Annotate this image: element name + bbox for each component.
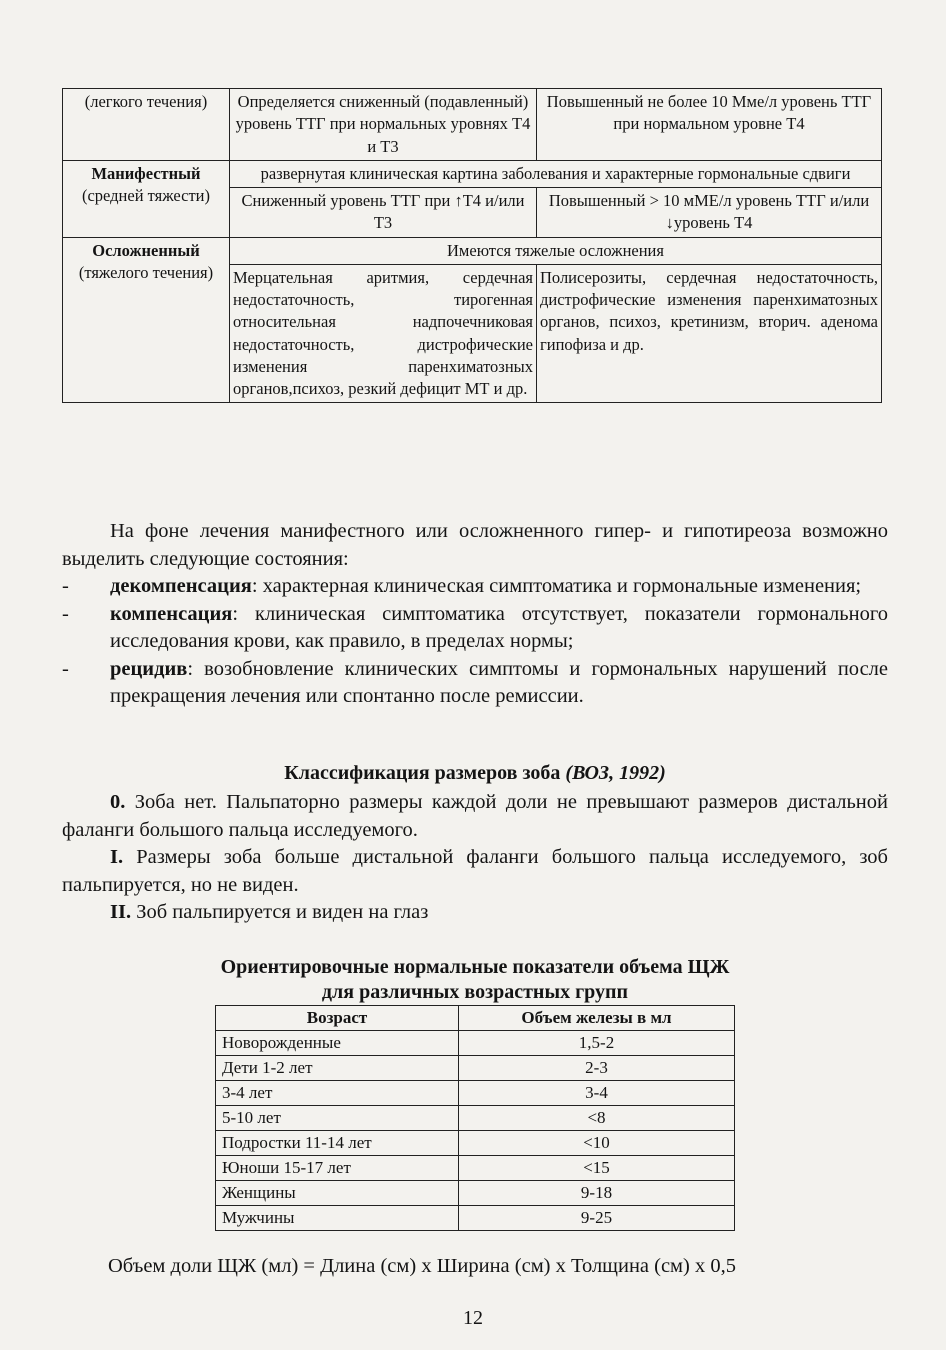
table-row: [216, 1031, 735, 1056]
volume-cell: <10: [459, 1131, 735, 1156]
volume-table: [215, 1005, 735, 1231]
classification-title-text: Классификация размеров зоба: [284, 762, 561, 784]
complicated-span-text: Имеются тяжелые осложнения: [447, 240, 664, 260]
manifest-sub: (средней тяжести): [81, 186, 211, 206]
table-row: [216, 1081, 735, 1106]
list-item: [62, 899, 888, 927]
age-cell: 5-10 лет: [216, 1106, 459, 1131]
mild-label-cell: [63, 89, 230, 161]
severity-table: [62, 88, 882, 403]
mild-hypo-text: Повышенный не более 10 Мме/л уровень ТТГ при нормальном уровне Т4: [546, 92, 872, 134]
list-dash: -: [62, 657, 69, 680]
volume-cell: 2-3: [459, 1056, 735, 1081]
table-row: [216, 1206, 735, 1231]
complicated-hyper-cell: [230, 264, 537, 403]
classification-title: [62, 762, 888, 785]
age-cell: Дети 1-2 лет: [216, 1056, 459, 1081]
grade-text: Зоб пальпируется и виден на глаз: [131, 901, 429, 923]
grade-number: II.: [110, 901, 132, 923]
manifest-hypo-cell: [537, 188, 882, 238]
state-text: : характерная клиническая симптоматика и гормональные изменения;: [251, 575, 862, 597]
manifest-span-cell: [230, 160, 882, 187]
volume-title-line2: для различных возрастных групп: [321, 981, 629, 1003]
volume-formula: Объем доли ЩЖ (мл) = Длина (см) х Ширина (см) х Толщина (см) х 0,5: [108, 1255, 736, 1277]
age-cell: Юноши 15-17 лет: [216, 1156, 459, 1181]
grade-number: 0.: [110, 791, 126, 813]
manifest-label: Манифестный: [91, 163, 201, 183]
manifest-hypo-text: Повышенный > 10 мМЕ/л уровень ТТГ и/или ↓уровень Т4: [548, 191, 870, 233]
complicated-hypo-text: Полисерозиты, сердечная недостаточность, дистрофические изменения паренхиматозных органов, психоз, кретинизм, вторич. аденома гипофиза и др.: [540, 267, 878, 354]
intro-paragraph: На фоне лечения манифестного или осложненного гипер- и гипотиреоза возможно выделить следующие состояния:: [62, 520, 888, 570]
complicated-label: Осложненный: [92, 240, 200, 260]
grade-text: Зоба нет. Пальпаторно размеры каждой доли не превышают размеров дистальной фаланги большого пальца исследуемого.: [62, 791, 888, 841]
list-item: [62, 573, 888, 601]
age-cell: Новорожденные: [216, 1031, 459, 1056]
manifest-hyper-cell: [230, 188, 537, 238]
mild-hyper-text: Определяется сниженный (подавленный) уровень ТТГ при нормальных уровнях Т4 и Т3: [235, 92, 531, 156]
table-header-row: [216, 1006, 735, 1031]
complicated-sub: (тяжелого течения): [78, 262, 214, 282]
states-list: [62, 573, 888, 711]
state-term: рецидив: [110, 657, 188, 680]
volume-cell: 3-4: [459, 1081, 735, 1106]
header-volume: Объем железы в мл: [459, 1006, 735, 1031]
grade-number: I.: [110, 846, 124, 868]
complicated-hypo-cell: [537, 264, 882, 403]
mild-label: (легкого течения): [84, 92, 208, 111]
age-cell: Женщины: [216, 1181, 459, 1206]
table-row: [216, 1156, 735, 1181]
volume-table-title: [62, 955, 888, 1005]
list-item: [62, 656, 888, 711]
classification-list: [62, 789, 888, 927]
table-row: [216, 1056, 735, 1081]
volume-cell: 1,5-2: [459, 1031, 735, 1056]
table-row: [63, 89, 882, 161]
table-row: [216, 1181, 735, 1206]
table-row: [216, 1106, 735, 1131]
age-cell: Мужчины: [216, 1206, 459, 1231]
table-row: [216, 1131, 735, 1156]
volume-cell: <15: [459, 1156, 735, 1181]
list-item: [62, 789, 888, 844]
mild-hyper-cell: [230, 89, 537, 161]
volume-cell: <8: [459, 1106, 735, 1131]
list-dash: -: [62, 602, 69, 625]
grade-text: Размеры зоба больше дистальной фаланги большого пальца исследуемого, зоб пальпируется, но не виден.: [62, 846, 888, 896]
complicated-label-cell: [63, 237, 230, 403]
manifest-hyper-text: Сниженный уровень ТТГ при ↑Т4 и/или Т3: [241, 191, 525, 233]
manifest-label-cell: [63, 160, 230, 237]
volume-title-line1: Ориентировочные нормальные показатели объема ЩЖ: [220, 956, 730, 978]
manifest-span-text: развернутая клиническая картина заболевания и характерные гормональные сдвиги: [260, 163, 851, 183]
state-text: : клиническая симптоматика отсутствует, показатели гормонального исследования крови, как правило, в пределах нормы;: [110, 602, 888, 652]
volume-cell: 9-18: [459, 1181, 735, 1206]
list-item: [62, 844, 888, 899]
state-term: декомпенсация: [110, 575, 252, 597]
volume-cell: 9-25: [459, 1206, 735, 1231]
state-text: : возобновление клинических симптомы и гормональных нарушений после прекращения лечения или спонтанно после ремиссии.: [110, 657, 888, 707]
age-cell: Подростки 11-14 лет: [216, 1131, 459, 1156]
complicated-span-cell: [230, 237, 882, 264]
header-age: Возраст: [216, 1006, 459, 1031]
complicated-hyper-text: Мерцательная аритмия, сердечная недостаточность, тирогенная относительная надпочечниковая недостаточность, дистрофические изменения паренхиматозных органов,психоз, резкий дефицит МТ и др.: [233, 267, 533, 399]
table-row: [63, 160, 882, 187]
classification-source: (ВОЗ, 1992): [565, 762, 666, 784]
page-number: 12: [463, 1307, 483, 1329]
list-item: [62, 601, 888, 656]
age-cell: 3-4 лет: [216, 1081, 459, 1106]
table-row: [63, 237, 882, 264]
mild-hypo-cell: [537, 89, 882, 161]
list-dash: -: [62, 575, 69, 597]
state-term: компенсация: [110, 602, 233, 625]
